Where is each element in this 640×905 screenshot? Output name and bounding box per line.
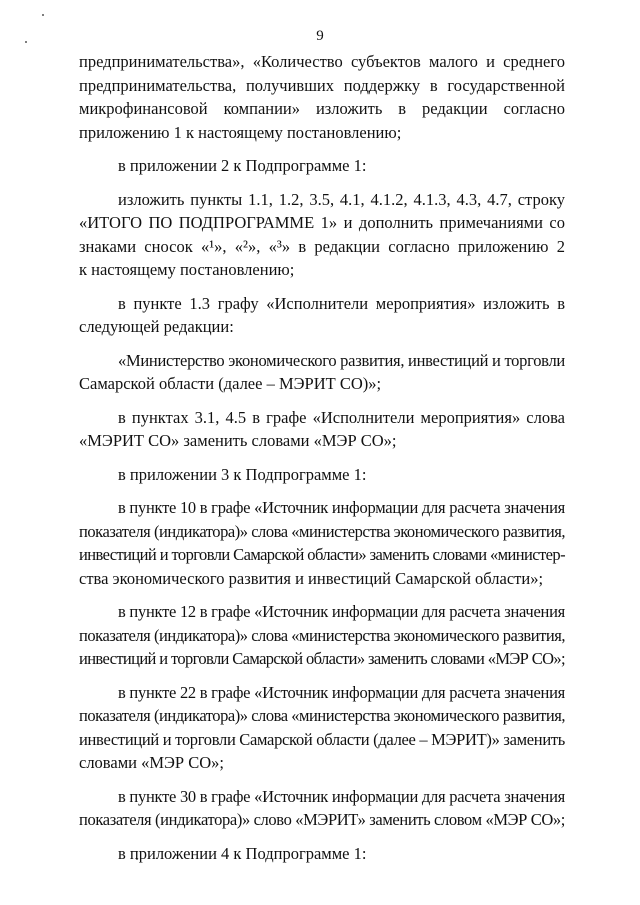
paragraph	[79, 681, 565, 775]
text-line: в пункте 30 в графе «Источник информации для расчета значения	[118, 786, 565, 806]
text-line: следующей редакции:	[79, 317, 234, 336]
paragraph	[79, 349, 565, 396]
text-line: в пункте 22 в графе «Источник информации для расчета значения	[118, 682, 565, 702]
page-number: 9	[316, 28, 324, 44]
text-line: в пункте 12 в графе «Источник информации для расчета значения	[118, 602, 565, 621]
text-line: знаками сносок «¹», «²», «³» в редакции согласно приложению 2	[79, 236, 565, 256]
text-line: показателя (индикатора)» слово «МЭРИТ» заменить словом «МЭР СО»;	[79, 810, 565, 829]
text-line: «ИТОГО ПО ПОДПРОГРАММЕ 1» и дополнить примечаниями со	[79, 213, 565, 232]
paragraph	[79, 496, 565, 590]
paragraph	[79, 292, 565, 339]
text-line: показателя (индикатора)» слова «министерства экономического развития,	[79, 706, 565, 725]
text-line: предпринимательства, получивших поддержку в государственной	[79, 75, 565, 95]
paragraph	[79, 154, 565, 178]
text-line: показателя (индикатора)» слова «министерства экономического развития,	[79, 625, 565, 645]
text-line: Самарской области (далее – МЭРИТ СО)»;	[79, 374, 382, 393]
text-line: в пункте 10 в графе «Источник информации для расчета значения	[118, 498, 565, 517]
paragraph	[79, 785, 565, 832]
paragraph	[79, 600, 565, 671]
text-line: в приложении 3 к Подпрограмме 1:	[118, 464, 367, 484]
text-line: словами «МЭР СО»;	[79, 753, 224, 772]
text-line: инвестиций и торговли Самарской области» заменить словами «министер-	[79, 545, 565, 564]
text-line: микрофинансовой компании» изложить в редакции согласно	[79, 99, 565, 118]
paragraph	[79, 463, 565, 487]
scan-speck-mark	[25, 41, 27, 43]
paragraph	[79, 50, 565, 144]
text-line: приложению 1 к настоящему постановлению;	[79, 122, 402, 142]
text-line: в пунктах 3.1, 4.5 в графе «Исполнители мероприятия» слова	[118, 407, 565, 427]
text-line: изложить пункты 1.1, 1.2, 3.5, 4.1, 4.1.2, 4.1.3, 4.3, 4.7, строку	[118, 189, 565, 209]
text-line: «МЭРИТ СО» заменить словами «МЭР СО»;	[79, 431, 397, 450]
paragraph	[79, 188, 565, 282]
document-body	[79, 50, 565, 865]
text-line: в приложении 4 к Подпрограмме 1:	[118, 843, 367, 863]
text-line: в приложении 2 к Подпрограмме 1:	[118, 156, 367, 175]
text-line: предпринимательства», «Количество субъектов малого и среднего	[79, 52, 565, 71]
text-line: «Министерство экономического развития, инвестиций и торговли	[118, 350, 565, 370]
text-line: показателя (индикатора)» слова «министерства экономического развития,	[79, 521, 565, 541]
text-line: инвестиций и торговли Самарской области (далее – МЭРИТ)» заменить	[79, 729, 565, 749]
text-line: ства экономического развития и инвестиций Самарской области»;	[79, 568, 544, 588]
paragraph	[79, 842, 565, 866]
text-line: к настоящему постановлению;	[79, 260, 295, 279]
text-line: инвестиций и торговли Самарской области» заменить словами «МЭР СО»;	[79, 649, 565, 668]
text-line: в пункте 1.3 графу «Исполнители мероприятия» изложить в	[118, 293, 565, 313]
paragraph	[79, 406, 565, 453]
scan-speck-mark	[42, 14, 44, 16]
